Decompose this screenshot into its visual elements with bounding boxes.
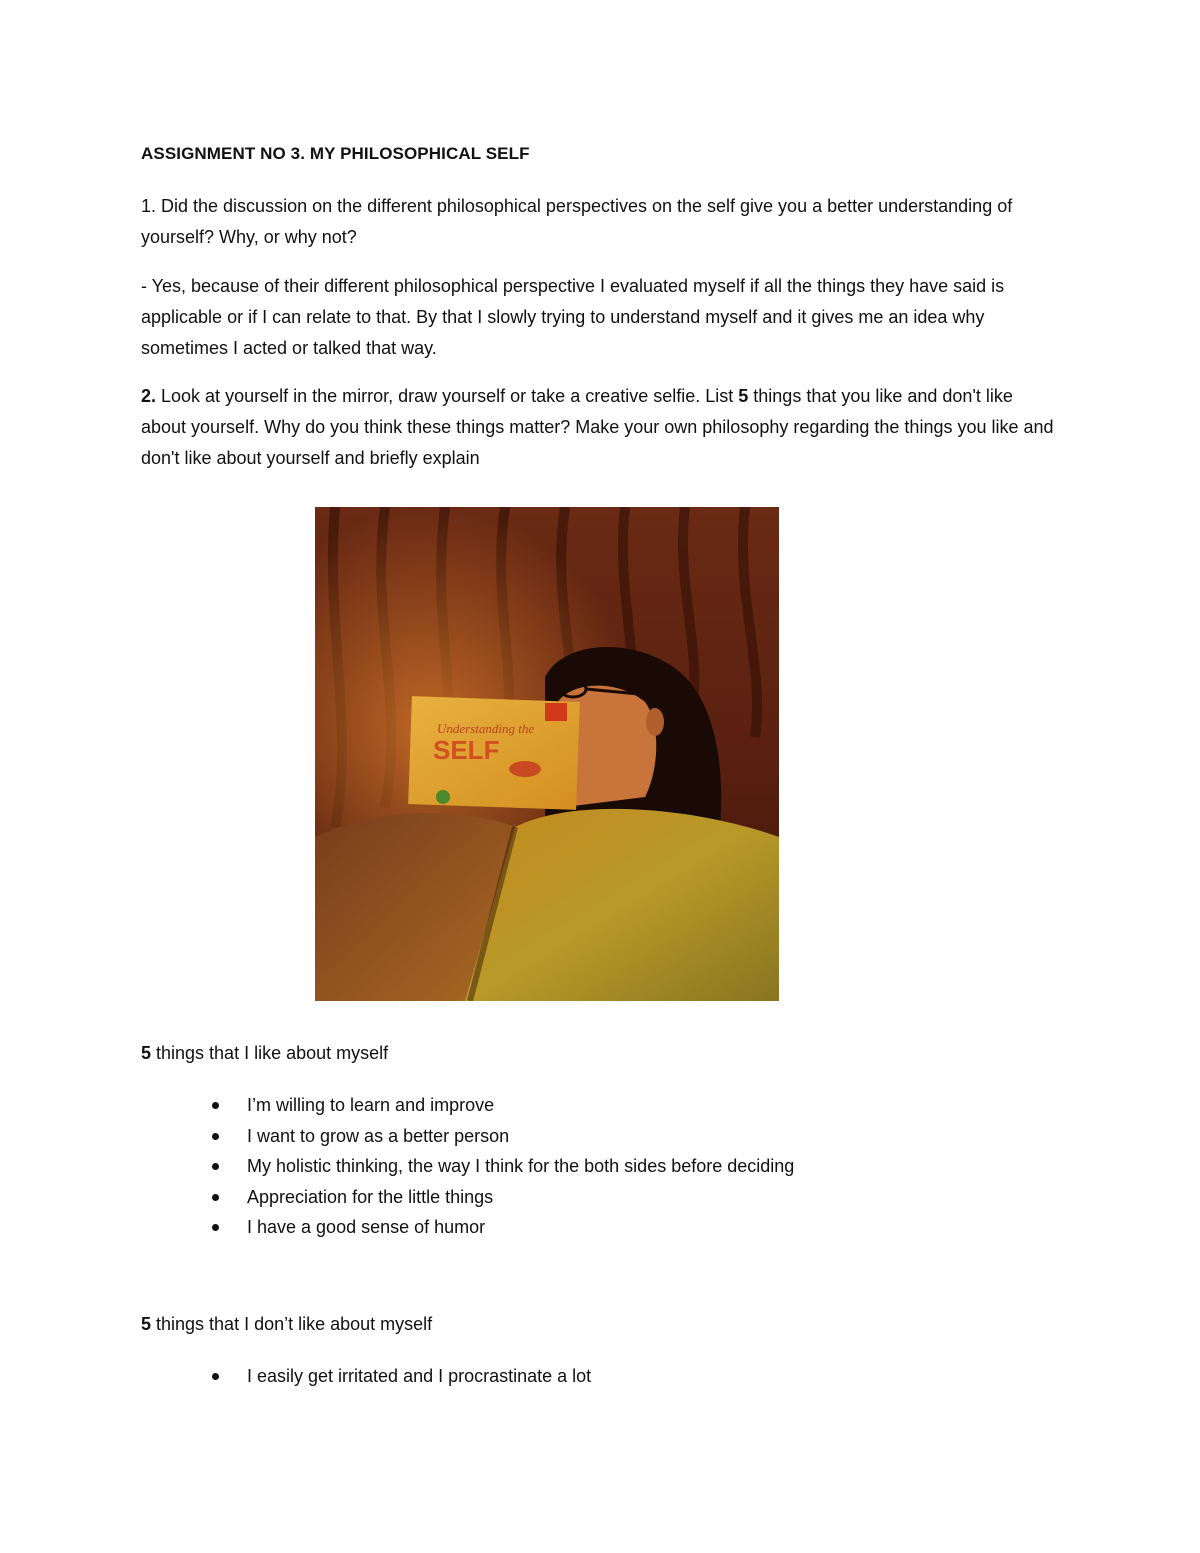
book-title-small: Understanding the [437, 721, 535, 736]
likes-heading [141, 1043, 388, 1064]
book-title-big: SELF [433, 735, 500, 765]
list-item [207, 1090, 794, 1121]
assignment-title: ASSIGNMENT NO 3. MY PHILOSOPHICAL SELF [141, 144, 530, 163]
question-1-number: 1. [141, 196, 157, 216]
likes-count: 5 [141, 1043, 152, 1063]
list-item [207, 1121, 794, 1152]
question-1 [141, 191, 1061, 253]
open-book-pages [315, 809, 779, 1001]
list-item-text: I want to grow as a better person [247, 1125, 510, 1146]
dislikes-heading [141, 1314, 432, 1335]
book-cover [408, 696, 580, 810]
question-2-count: 5 [738, 386, 749, 406]
dislikes-count: 5 [141, 1314, 152, 1334]
bullet-icon [212, 1102, 219, 1109]
list-item [207, 1361, 591, 1392]
list-item [207, 1212, 794, 1243]
question-2-number: 2. [141, 386, 157, 406]
question-2-text: Look at yourself in the mirror, draw yourself or take a creative selfie. List [156, 386, 739, 406]
likes-heading-text: things that I like about myself [151, 1043, 389, 1063]
bullet-icon [212, 1133, 219, 1140]
bullet-icon [212, 1194, 219, 1201]
dislikes-list [207, 1361, 591, 1392]
question-2 [141, 381, 1061, 474]
list-item-text: I easily get irritated and I procrastinate a lot [247, 1366, 592, 1386]
likes-list [207, 1090, 794, 1243]
dislikes-heading-text: things that I don’t like about myself [151, 1314, 433, 1334]
selfie-photo [315, 507, 779, 1001]
bullet-icon [212, 1224, 219, 1231]
list-item-text: My holistic thinking, the way I think for the both sides before deciding [247, 1156, 795, 1176]
bullet-icon [212, 1163, 219, 1170]
list-item [207, 1151, 794, 1182]
answer-1: - Yes, because of their different philosophical perspective I evaluated myself if all the things they have said is applicable or if I can relate to that. By that I slowly trying to understand myself and it gives me an idea why sometimes I acted or talked that way. [141, 276, 1005, 358]
question-2-text-rest: things that you like and don't like about yourself. Why do you think these things matter? Make your own philosophy regarding the things you like and don't like about yourself and briefly explain [141, 386, 1054, 468]
bullet-icon [212, 1373, 219, 1380]
list-item-text: I’m willing to learn and improve [247, 1095, 495, 1115]
list-item-text: I have a good sense of humor [247, 1217, 486, 1237]
question-1-text: Did the discussion on the different philosophical perspectives on the self give you a better understanding of yourself? Why, or why not? [141, 196, 1013, 247]
list-item-text: Appreciation for the little things [247, 1186, 494, 1207]
list-item [207, 1182, 794, 1213]
